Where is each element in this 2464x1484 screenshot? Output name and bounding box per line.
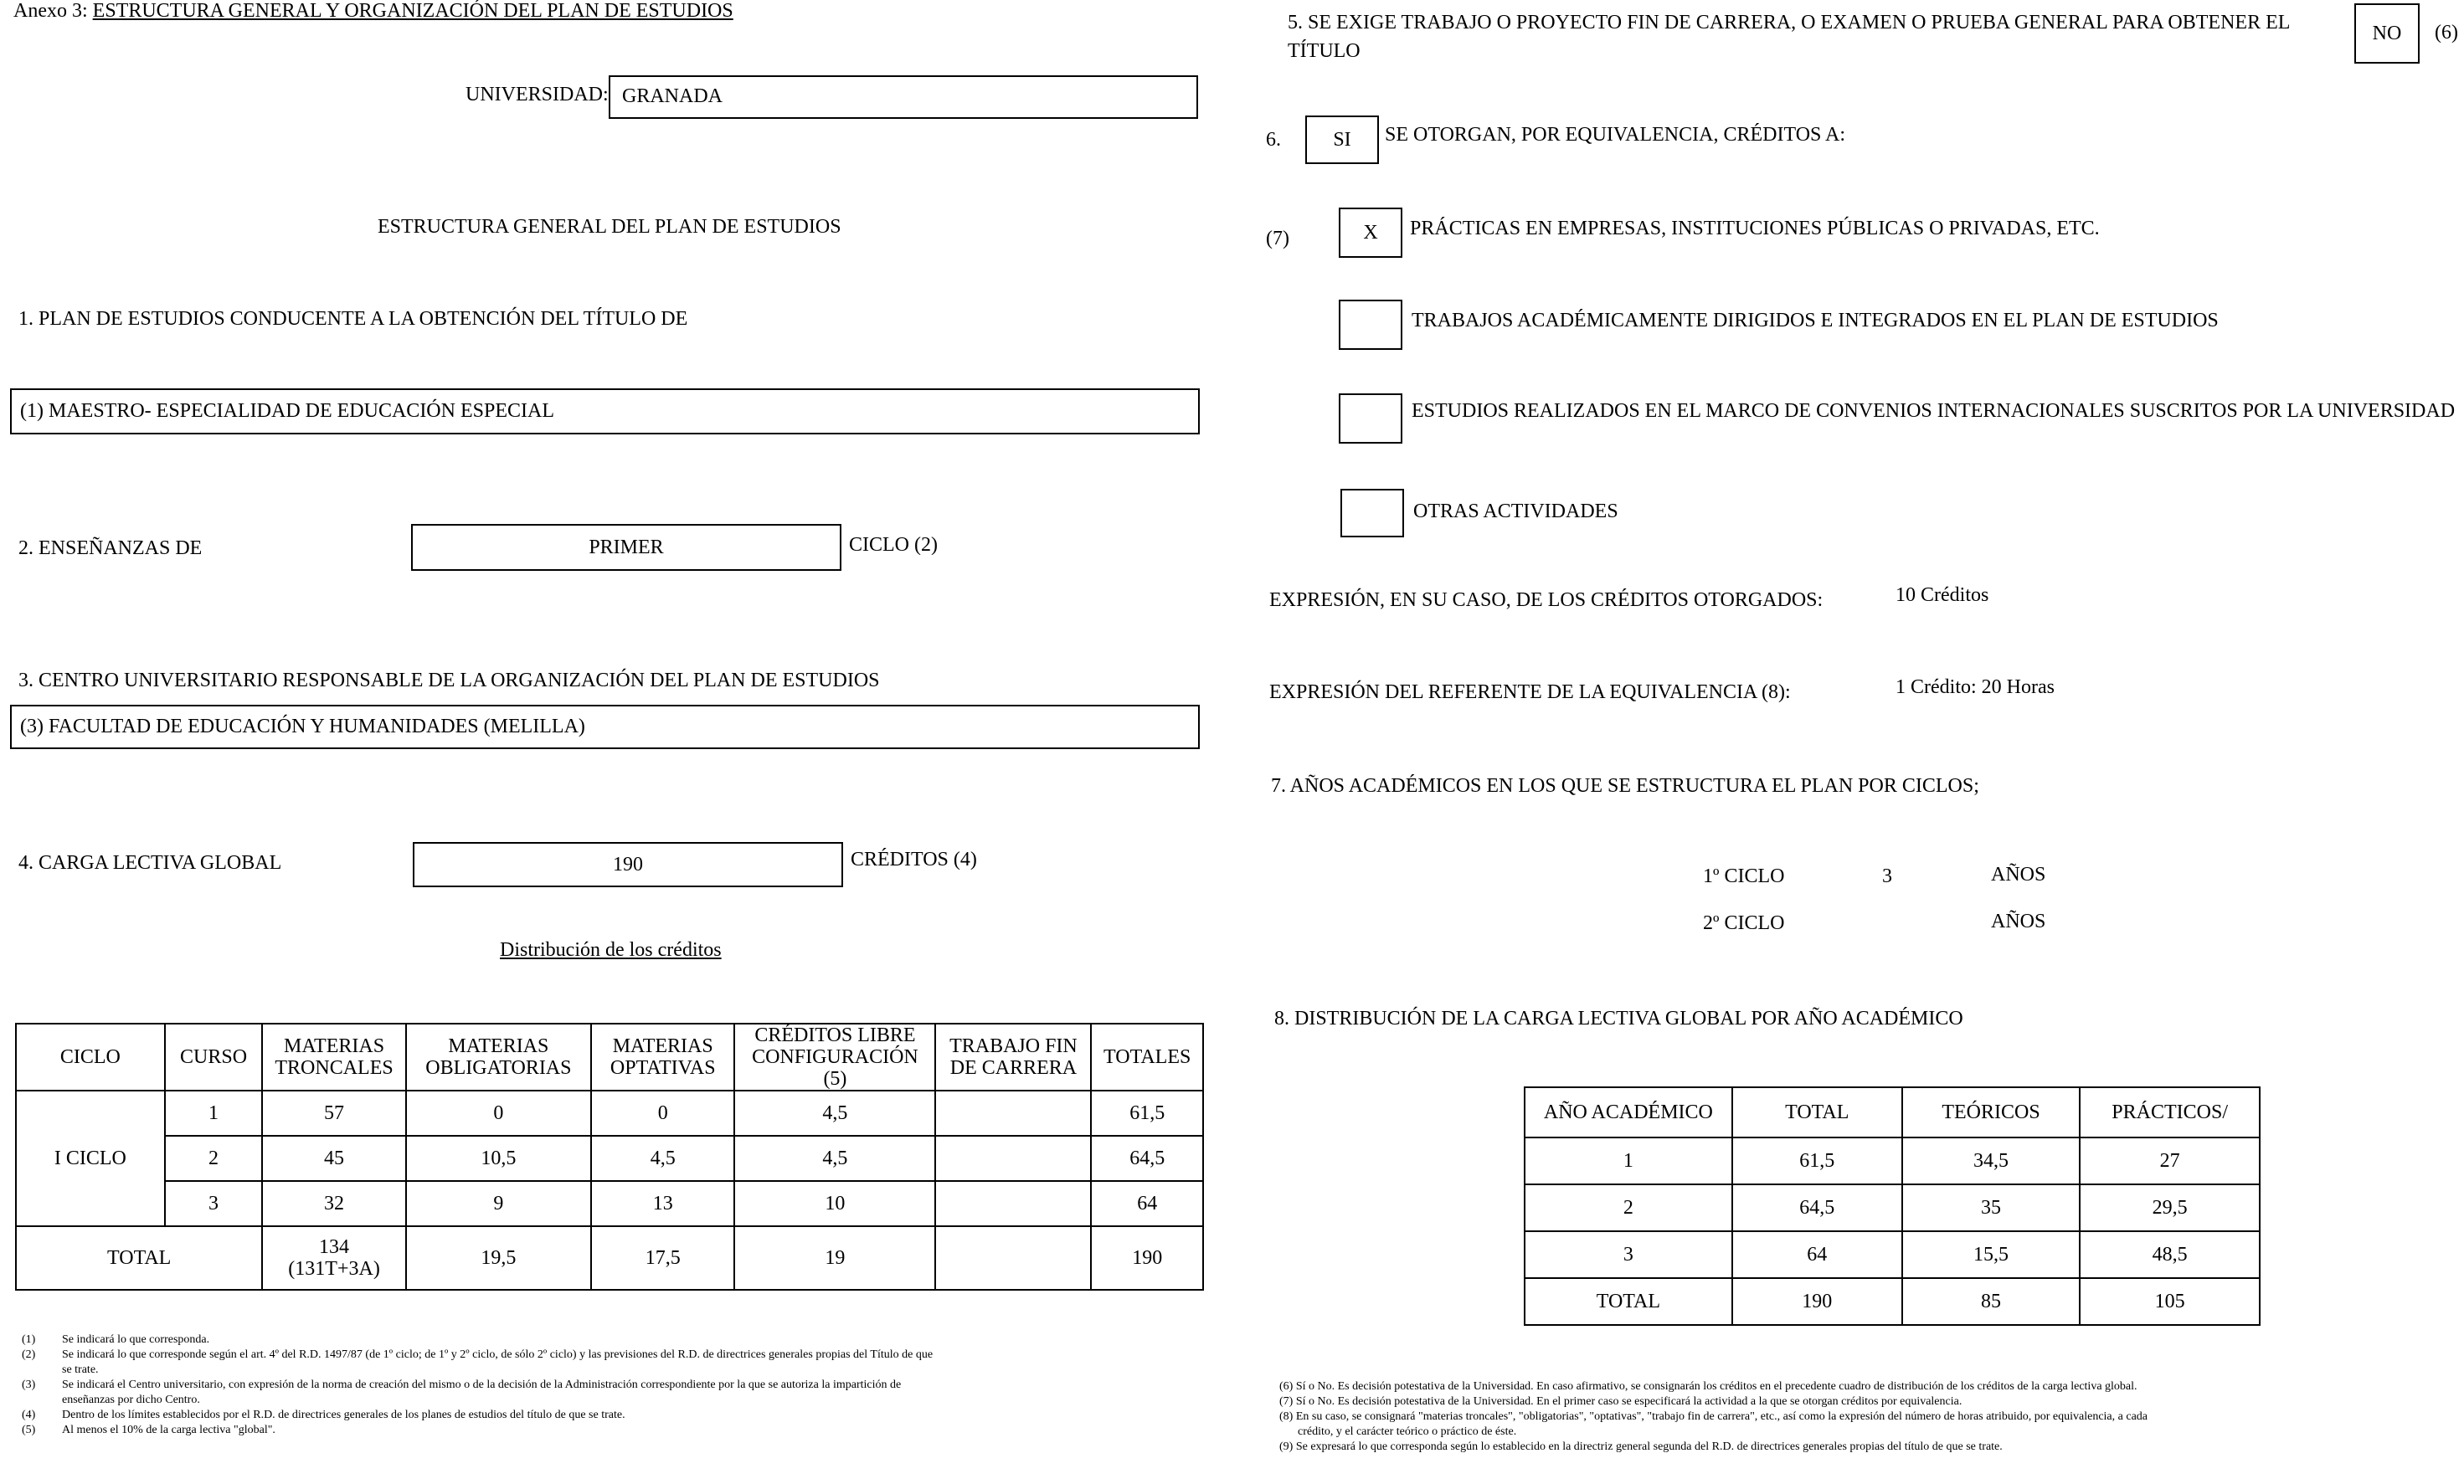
trabajo-fin-field xyxy=(2354,3,2420,64)
grand-total: 190 xyxy=(1091,1226,1203,1290)
table-row xyxy=(16,1136,1203,1181)
total-cell: 190 xyxy=(1732,1278,1902,1325)
option-checkbox-trabajos[interactable] xyxy=(1339,300,1402,350)
option-checkbox-otras[interactable] xyxy=(1340,489,1404,537)
option-label-otras: OTRAS ACTIVIDADES xyxy=(1413,501,1618,522)
ciclo-1-label: 1º CICLO xyxy=(1703,865,1785,887)
centro-field xyxy=(10,705,1200,749)
note-item: (4) Dentro de los límites establecidos por el R.D. de directrices generales de los planes de estudios del título de que se trate. xyxy=(22,1409,625,1421)
year-header-row xyxy=(1525,1087,2260,1137)
ciclo-1-years: 3 xyxy=(1882,865,1892,887)
libre-total: 19 xyxy=(734,1226,935,1290)
libre-cell: 10 xyxy=(734,1181,935,1226)
year-distribution-table xyxy=(1524,1086,2261,1326)
optativas-cell: 4,5 xyxy=(591,1136,734,1181)
universidad-field xyxy=(609,75,1198,119)
teoricos-cell: 15,5 xyxy=(1902,1231,2081,1278)
optativas-cell: 0 xyxy=(591,1091,734,1136)
section-6-number: 6. xyxy=(1266,129,1281,151)
note-item: (1) Se indicará lo que corresponda. xyxy=(22,1333,210,1346)
practicos-cell: 48,5 xyxy=(2080,1231,2260,1278)
table-row xyxy=(16,1181,1203,1226)
header-totales: TOTALES xyxy=(1091,1024,1203,1091)
obligatorias-total: 19,5 xyxy=(406,1226,591,1290)
anio-cell: TOTAL xyxy=(1525,1278,1732,1325)
equivalencia-value: SI xyxy=(1333,128,1351,151)
annex-heading: ESTRUCTURA GENERAL Y ORGANIZACIÓN DEL PLAN DE ESTUDIOS xyxy=(92,0,733,22)
note-item: (3) Se indicará el Centro universitario, con expresión de la norma de creación del mismo o de la decisión de la Administración correspondiente por la que se autoriza la impartición de enseñanzas por dicho Centro. xyxy=(22,1379,902,1406)
ciclo-2-label: 2º CICLO xyxy=(1703,912,1785,934)
section-4-label: 4. CARGA LECTIVA GLOBAL xyxy=(18,852,282,874)
note-item: (2) Se indicará lo que corresponde según el art. 4º del R.D. 1497/87 (de 1º ciclo; de 1º y 2º ciclo, de sólo 2º ciclo) y las previsiones del R.D. de directrices generales propias del Título de que se trate. xyxy=(22,1348,934,1376)
equivalencia-referente-value: 1 Crédito: 20 Horas xyxy=(1896,676,2055,698)
header-troncales: MATERIAS TRONCALES xyxy=(262,1024,405,1091)
total-cell: 64,5 xyxy=(1091,1136,1203,1181)
note-7-ref: (7) xyxy=(1266,228,1289,249)
left-notes xyxy=(22,1333,1202,1438)
total-cell: 61,5 xyxy=(1091,1091,1203,1136)
anio-cell: 3 xyxy=(1525,1231,1732,1278)
troncales-cell: 57 xyxy=(262,1091,405,1136)
teoricos-cell: 35 xyxy=(1902,1184,2081,1231)
right-notes xyxy=(1279,1379,2451,1455)
total-label: TOTAL xyxy=(16,1226,262,1290)
note-item: (6) Sí o No. Es decisión potestativa de la Universidad. En caso afirmativo, se consignarán los créditos en el precedente cuadro de distribución de los créditos de la carga lectiva global. xyxy=(1279,1380,2137,1393)
ciclo-field xyxy=(411,524,841,571)
header-libre: CRÉDITOS LIBRE CONFIGURACIÓN (5) xyxy=(734,1024,935,1091)
title-field xyxy=(10,388,1200,434)
creditos-otorgados-label: EXPRESIÓN, EN SU CASO, DE LOS CRÉDITOS OTORGADOS: xyxy=(1269,589,1824,611)
ciclo-1-unit: AÑOS xyxy=(1991,864,2046,886)
ciclo-suffix: CICLO (2) xyxy=(849,534,938,556)
table-row xyxy=(1525,1184,2260,1231)
header-teoricos: TEÓRICOS xyxy=(1902,1087,2081,1137)
anio-cell: 1 xyxy=(1525,1137,1732,1184)
option-label-convenios: ESTUDIOS REALIZADOS EN EL MARCO DE CONVENIOS INTERNACIONALES SUSCRITOS POR LA UNIVERSIDAD xyxy=(1412,400,2456,422)
table-total-row xyxy=(1525,1278,2260,1325)
option-checkbox-practicas[interactable] xyxy=(1339,208,1402,258)
table-row xyxy=(16,1091,1203,1136)
carga-suffix: CRÉDITOS (4) xyxy=(851,849,977,870)
option-label-practicas: PRÁCTICAS EN EMPRESAS, INSTITUCIONES PÚBLICAS O PRIVADAS, ETC. xyxy=(1410,218,2100,239)
ciclo-cell: I CICLO xyxy=(16,1091,165,1226)
distribution-title: Distribución de los créditos xyxy=(500,939,722,961)
curso-cell: 2 xyxy=(165,1136,263,1181)
check-mark: X xyxy=(1363,221,1378,244)
troncales-cell: 45 xyxy=(262,1136,405,1181)
obligatorias-cell: 9 xyxy=(406,1181,591,1226)
libre-cell: 4,5 xyxy=(734,1136,935,1181)
header-trabajo: TRABAJO FIN DE CARRERA xyxy=(935,1024,1091,1091)
credits-header-row xyxy=(16,1024,1203,1091)
universidad-label: UNIVERSIDAD: xyxy=(466,84,609,105)
note-item: (9) Se expresará lo que corresponda según lo establecido en la directriz general segunda del R.D. de directrices generales propias del título de que se trate. xyxy=(1279,1440,2003,1453)
optativas-total: 17,5 xyxy=(591,1226,734,1290)
teoricos-cell: 85 xyxy=(1902,1278,2081,1325)
creditos-otorgados-value: 10 Créditos xyxy=(1896,584,1989,606)
equivalencia-field xyxy=(1305,116,1379,164)
total-cell: 64 xyxy=(1732,1231,1902,1278)
section-2-label: 2. ENSEÑANZAS DE xyxy=(18,537,203,559)
annex-title xyxy=(13,0,733,23)
libre-cell: 4,5 xyxy=(734,1091,935,1136)
table-row xyxy=(1525,1137,2260,1184)
carga-field xyxy=(413,842,843,887)
header-ciclo: CICLO xyxy=(16,1024,165,1091)
obligatorias-cell: 0 xyxy=(406,1091,591,1136)
header-curso: CURSO xyxy=(165,1024,263,1091)
note-item: crédito, y el carácter teórico o práctico de éste. xyxy=(1298,1425,1517,1438)
option-checkbox-convenios[interactable] xyxy=(1339,393,1402,444)
trabajo-cell xyxy=(935,1091,1091,1136)
anio-cell: 2 xyxy=(1525,1184,1732,1231)
optativas-cell: 13 xyxy=(591,1181,734,1226)
practicos-cell: 29,5 xyxy=(2080,1184,2260,1231)
table-total-row xyxy=(16,1226,1203,1290)
header-total: TOTAL xyxy=(1732,1087,1902,1137)
teoricos-cell: 34,5 xyxy=(1902,1137,2081,1184)
section-8-label: 8. DISTRIBUCIÓN DE LA CARGA LECTIVA GLOBAL POR AÑO ACADÉMICO xyxy=(1274,1008,1963,1030)
section-5-label: 5. SE EXIGE TRABAJO O PROYECTO FIN DE CARRERA, O EXAMEN O PRUEBA GENERAL PARA OBTENER EL xyxy=(1288,12,2291,33)
note-item: (7) Sí o No. Es decisión potestativa de la Universidad. En el primer caso se especificará la actividad a la que se otorgan créditos por equivalencia. xyxy=(1279,1395,1962,1408)
section-7-label: 7. AÑOS ACADÉMICOS EN LOS QUE SE ESTRUCTURA EL PLAN POR CICLOS; xyxy=(1271,775,1979,797)
structure-heading: ESTRUCTURA GENERAL DEL PLAN DE ESTUDIOS xyxy=(378,216,841,238)
practicos-cell: 105 xyxy=(2080,1278,2260,1325)
note-6-ref: (6) xyxy=(2435,22,2458,44)
curso-cell: 3 xyxy=(165,1181,263,1226)
note-item: (5) Al menos el 10% de la carga lectiva "global". xyxy=(22,1424,275,1436)
header-practicos: PRÁCTICOS/ xyxy=(2080,1087,2260,1137)
section-6-label: SE OTORGAN, POR EQUIVALENCIA, CRÉDITOS A: xyxy=(1385,124,1846,146)
title-value: (1) MAESTRO- ESPECIALIDAD DE EDUCACIÓN ESPECIAL xyxy=(20,400,554,422)
troncales-cell: 32 xyxy=(262,1181,405,1226)
header-optativas: MATERIAS OPTATIVAS xyxy=(591,1024,734,1091)
ciclo-2-unit: AÑOS xyxy=(1991,911,2046,932)
carga-value: 190 xyxy=(613,853,643,876)
total-cell: 64 xyxy=(1091,1181,1203,1226)
total-cell: 61,5 xyxy=(1732,1137,1902,1184)
header-anio: AÑO ACADÉMICO xyxy=(1525,1087,1732,1137)
section-5-label-cont: TÍTULO xyxy=(1288,40,1361,62)
note-item: (8) En su caso, se consignará "materias troncales", "obligatorias", "optativas", "trabajo fin de carrera", etc., así como la expresión del número de horas atribuido, por equivalencia, a cada xyxy=(1279,1410,2148,1423)
trabajo-cell xyxy=(935,1136,1091,1181)
trabajo-total xyxy=(935,1226,1091,1290)
header-obligatorias: MATERIAS OBLIGATORIAS xyxy=(406,1024,591,1091)
equivalencia-referente-label: EXPRESIÓN DEL REFERENTE DE LA EQUIVALENCIA (8): xyxy=(1269,681,1791,703)
curso-cell: 1 xyxy=(165,1091,263,1136)
table-row xyxy=(1525,1231,2260,1278)
practicos-cell: 27 xyxy=(2080,1137,2260,1184)
option-label-trabajos: TRABAJOS ACADÉMICAMENTE DIRIGIDOS E INTEGRADOS EN EL PLAN DE ESTUDIOS xyxy=(1412,310,2219,331)
ciclo-value: PRIMER xyxy=(589,536,664,558)
section-3-label: 3. CENTRO UNIVERSITARIO RESPONSABLE DE LA ORGANIZACIÓN DEL PLAN DE ESTUDIOS xyxy=(18,670,880,691)
obligatorias-cell: 10,5 xyxy=(406,1136,591,1181)
centro-value: (3) FACULTAD DE EDUCACIÓN Y HUMANIDADES (MELILLA) xyxy=(20,716,585,737)
trabajo-cell xyxy=(935,1181,1091,1226)
troncales-total: 134 (131T+3A) xyxy=(262,1226,405,1290)
universidad-value: GRANADA xyxy=(622,85,723,107)
section-1-label: 1. PLAN DE ESTUDIOS CONDUCENTE A LA OBTENCIÓN DEL TÍTULO DE xyxy=(18,308,688,330)
trabajo-fin-value: NO xyxy=(2372,22,2402,44)
total-cell: 64,5 xyxy=(1732,1184,1902,1231)
annex-prefix: Anexo 3: xyxy=(13,0,88,22)
credits-table xyxy=(15,1023,1204,1291)
